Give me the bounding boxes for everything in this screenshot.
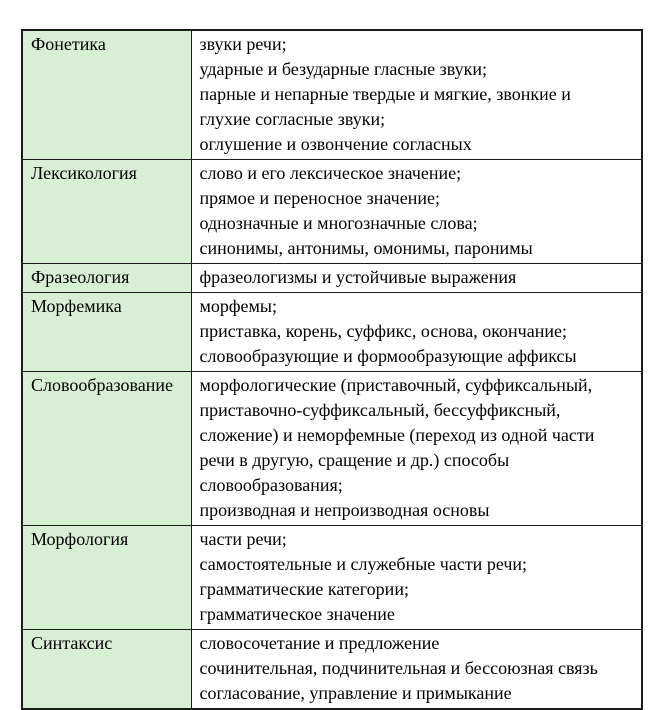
description-line: словообразующие и формообразующие аффиксы	[199, 346, 577, 366]
description-line: сложение) и неморфемные (переход из одной части	[199, 425, 595, 445]
description-line: синонимы, антонимы, омонимы, паронимы	[199, 238, 533, 258]
description-line: парные и непарные твердые и мягкие, звонкие и	[199, 84, 571, 104]
description-line: производная и непроизводная основы	[199, 500, 490, 520]
topic-cell: Фразеология	[22, 264, 191, 293]
description-line: звуки речи;	[199, 34, 287, 54]
topic-cell: Лексикология	[22, 160, 191, 264]
description-line: согласование, управление и примыкание	[199, 683, 512, 703]
table-row	[22, 630, 642, 710]
description-line: словосочетание и предложение	[199, 633, 440, 653]
description-line: грамматическое значение	[199, 604, 395, 624]
table-row	[22, 160, 642, 264]
description-cell	[191, 372, 642, 526]
description-line: речи в другую, сращение и др.) способы	[199, 450, 510, 470]
description-cell	[191, 630, 642, 710]
table-row	[22, 264, 642, 293]
description-cell	[191, 160, 642, 264]
linguistics-sections-table	[21, 29, 643, 710]
description-line: приставочно-суффиксальный, бессуффиксный,	[199, 400, 561, 420]
table-row	[22, 372, 642, 526]
description-line: части речи;	[199, 529, 287, 549]
topic-cell: Морфемика	[22, 293, 191, 372]
description-line: морфологические (приставочный, суффиксальный,	[199, 375, 593, 395]
topic-cell: Морфология	[22, 526, 191, 630]
description-line: слово и его лексическое значение;	[199, 163, 462, 183]
description-cell	[191, 293, 642, 372]
topic-cell: Фонетика	[22, 30, 191, 160]
table-row	[22, 30, 642, 160]
description-line: фразеологизмы и устойчивые выражения	[199, 267, 517, 287]
description-line: словообразования;	[199, 475, 343, 495]
table-row	[22, 293, 642, 372]
description-line: грамматические категории;	[199, 579, 409, 599]
description-line: однозначные и многозначные слова;	[199, 213, 478, 233]
table-row	[22, 526, 642, 630]
linguistics-sections-table-container	[21, 29, 643, 710]
description-cell	[191, 264, 642, 293]
description-line: глухие согласные звуки;	[199, 109, 386, 129]
description-line: самостоятельные и служебные части речи;	[199, 554, 528, 574]
description-line: ударные и безударные гласные звуки;	[199, 59, 487, 79]
description-cell	[191, 30, 642, 160]
topic-cell: Словообразование	[22, 372, 191, 526]
description-line: прямое и переносное значение;	[199, 188, 440, 208]
description-line: сочинительная, подчинительная и бессоюзная связь	[199, 658, 598, 678]
description-line: морфемы;	[199, 296, 278, 316]
description-cell	[191, 526, 642, 630]
topic-cell: Синтаксис	[22, 630, 191, 710]
description-line: оглушение и озвончение согласных	[199, 134, 472, 154]
table-body	[22, 30, 642, 709]
description-line: приставка, корень, суффикс, основа, окончание;	[199, 321, 567, 341]
